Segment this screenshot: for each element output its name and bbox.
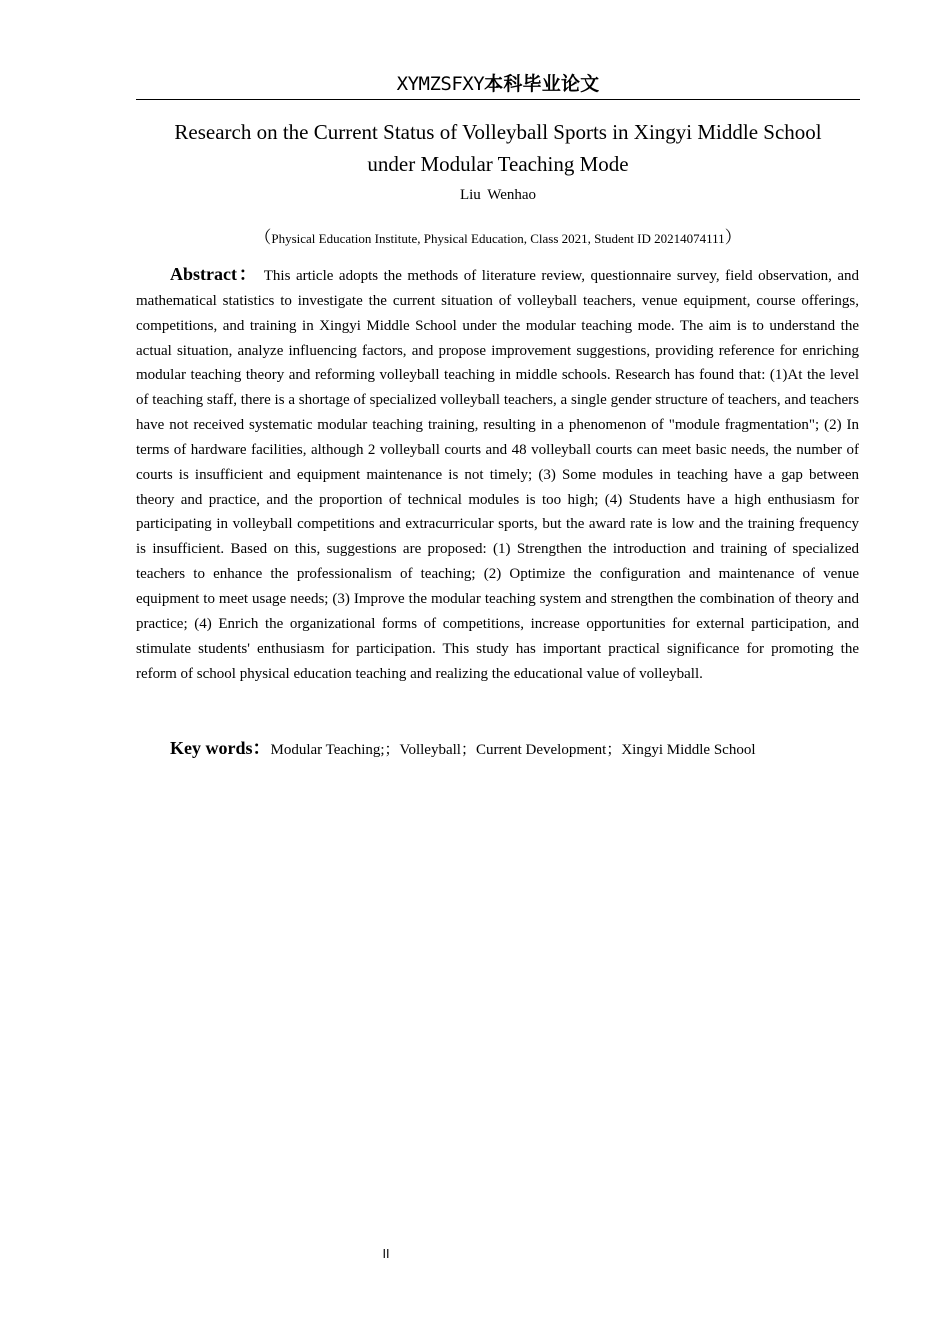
paper-title [136, 116, 860, 180]
abstract-text: This article adopts the methods of literature review, questionnaire survey, field observation, and mathematical statistics to investigate the current situation of volleyball teachers, venue equipment, course offerings, competitions, and training in Xingyi Middle School under the modular teaching mode. The aim is to understand the actual situation, analyze influencing factors, and propose improvement suggestions, providing reference for enriching modular teaching theory and reforming volleyball teaching in middle schools. Research has found that: (1)At the level of teaching staff, there is a shortage of specialized volleyball teachers, a single gender structure of teachers, and teachers have not received systematic modular teaching training, resulting in a phenomenon of "module fragmentation"; (2) In terms of hardware facilities, although 2 volleyball courts and 48 volleyball courts can meet basic needs, the number of courts is insufficient and equipment maintenance is not timely; (3) Some modules in teaching have a gap between theory and practice, and the proportion of technical modules is too high; (4) Students have a high enthusiasm for participating in volleyball competitions and extracurricular sports, but the award rate is low and the training frequency is insufficient. Based on this, suggestions are proposed: (1) Strengthen the introduction and training of specialized teachers to enhance the professionalism of teaching; (2) Optimize the configuration and maintenance of venue equipment to meet usage needs; (3) Improve the modular teaching system and strengthen the combination of theory and practice; (4) Enrich the organizational forms of competitions, increase opportunities for external participation, and stimulate students' enthusiasm for participation. This study has important practical significance for promoting the reform of school physical education teaching and realizing the educational value of volleyball. [136, 268, 860, 682]
paper-title-line-1: Research on the Current Status of Volleyball Sports in Xingyi Middle School [174, 120, 822, 144]
paper-title-line-2: under Modular Teaching Mode [367, 152, 629, 176]
keywords-line [170, 736, 860, 762]
affiliation-close-paren: ） [724, 228, 742, 247]
page-number: II [382, 1247, 390, 1261]
running-header [136, 72, 860, 100]
header-title-cn: 本科毕业论文 [484, 73, 600, 95]
affiliation-open-paren: （ [254, 228, 272, 247]
abstract-label: Abstract： [170, 264, 259, 284]
header-code: XYMZSFXY [396, 73, 485, 95]
keywords-label: Key words： [170, 738, 271, 758]
keywords-text: Modular Teaching;；Volleyball；Current Development；Xingyi Middle School [270, 742, 756, 758]
author-name: Liu Wenhao [459, 187, 537, 203]
author-affiliation [136, 228, 860, 249]
affiliation-text: Physical Education Institute, Physical Education, Class 2021, Student ID 20214074111 [271, 231, 725, 246]
abstract-paragraph [136, 262, 859, 686]
